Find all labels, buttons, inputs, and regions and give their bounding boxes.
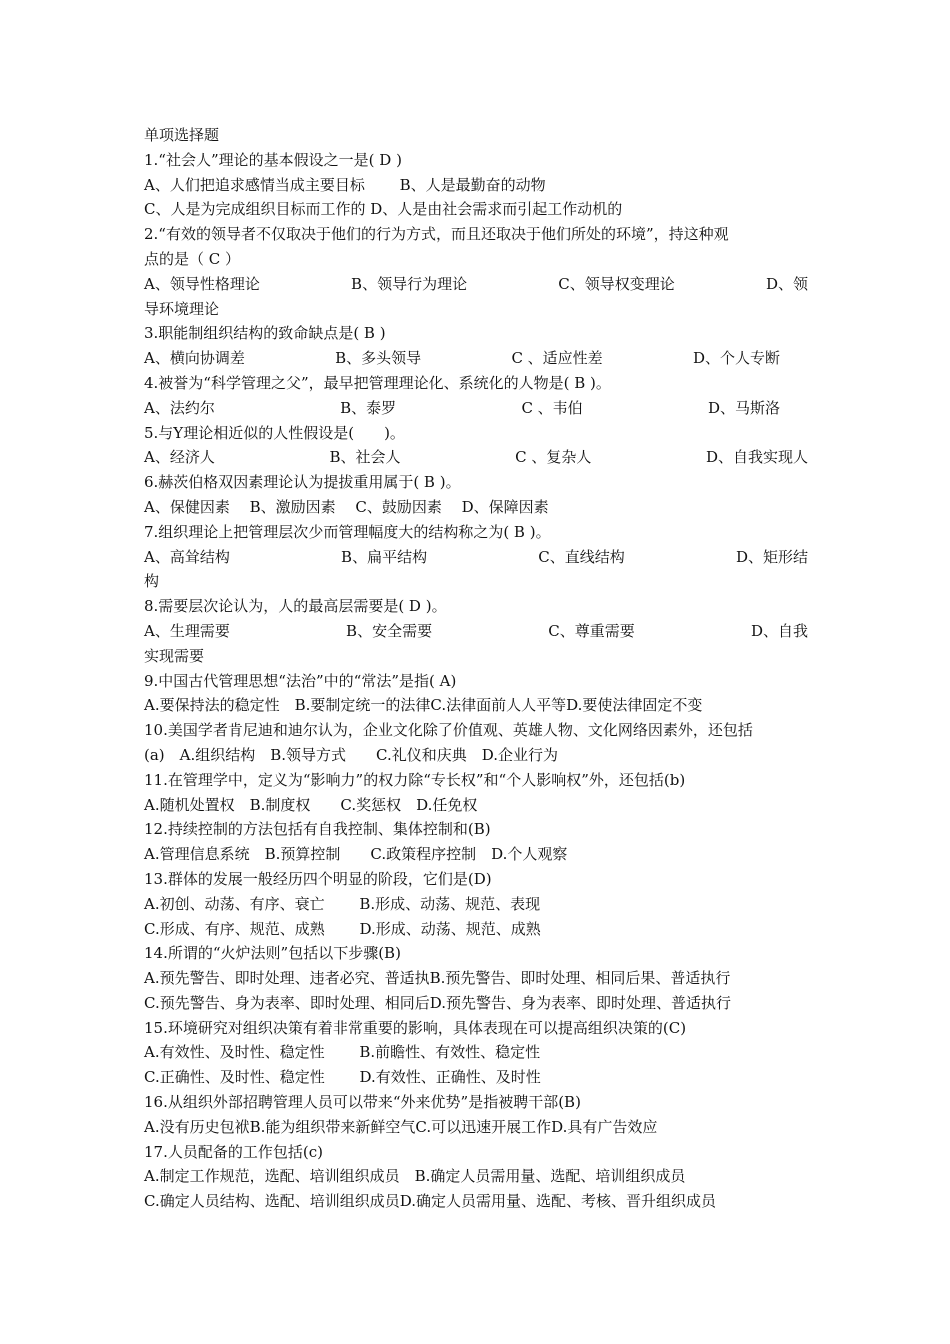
q12-options: A.管理信息系统 B.预算控制 C.政策程序控制 D.个人观察 xyxy=(144,845,568,864)
q7-options xyxy=(144,545,808,570)
q8-option-a: A、生理需要 xyxy=(144,621,230,640)
q16-options: A.没有历史包袱B.能为组织带来新鲜空气C.可以迅速开展工作D.具有广告效应 xyxy=(144,1117,658,1136)
q4-stem: 4.被誉为“科学管理之父”，最早把管理理论化、系统化的人物是( B )。 xyxy=(144,373,611,392)
q5-option-c: C 、复杂人 xyxy=(515,448,592,467)
q9-stem: 9.中国古代管理思想“法治”中的“常法”是指( A) xyxy=(144,671,457,690)
q10-stem-1: 10.美国学者肯尼迪和迪尔认为，企业文化除了价值观、英雄人物、文化网络因素外，还包括 xyxy=(144,721,753,740)
q1-options-1: A、人们把追求感情当成主要目标 B、人是最勤奋的动物 xyxy=(144,175,546,194)
q8-option-c: C、尊重需要 xyxy=(548,621,635,640)
q3-option-a: A、横向协调差 xyxy=(144,349,245,368)
q4-option-b: B、泰罗 xyxy=(340,398,397,417)
q4-option-c: C 、韦伯 xyxy=(521,398,583,417)
q2-options xyxy=(144,272,808,297)
q7-option-b: B、扁平结构 xyxy=(341,547,428,566)
q3-options xyxy=(144,346,808,371)
q6-options: A、保健因素 B、激励因素 C、鼓励因素 D、保障因素 xyxy=(144,497,549,516)
q8-options xyxy=(144,619,808,644)
q1-stem: 1.“社会人”理论的基本假设之一是( D ) xyxy=(144,150,402,169)
q2-stem-2: 点的是（ C ） xyxy=(144,249,241,268)
q4-option-d: D、马斯洛 xyxy=(707,398,780,417)
q3-option-c: C 、适应性差 xyxy=(511,349,603,368)
q3-stem: 3.职能制组织结构的致命缺点是( B ) xyxy=(144,324,386,343)
q2-stem-1: 2.“有效的领导者不仅取决于他们的行为方式，而且还取决于他们所处的环境”，持这种观 xyxy=(144,225,729,244)
q14-options-2: C.预先警告、身为表率、即时处理、相同后D.预先警告、身为表率、即时处理、普适执行 xyxy=(144,993,731,1012)
q9-options: A.要保持法的稳定性 B.要制定统一的法律C.法律面前人人平等D.要使法律固定不变 xyxy=(144,696,703,715)
q2-option-d: D、领 xyxy=(765,274,808,293)
q17-options-1: A.制定工作规范，选配、培训组织成员 B.确定人员需用量、选配、培训组织成员 xyxy=(144,1167,686,1186)
q1-options-2: C、人是为完成组织目标而工作的 D、人是由社会需求而引起工作动机的 xyxy=(144,200,623,219)
q5-option-a: A、经济人 xyxy=(144,448,215,467)
q14-stem: 14.所谓的“火炉法则”包括以下步骤(B) xyxy=(144,944,401,963)
q13-options-2: C.形成、有序、规范、成熟 D.形成、动荡、规范、成熟 xyxy=(144,919,541,938)
q13-stem: 13.群体的发展一般经历四个明显的阶段，它们是(D) xyxy=(144,869,492,888)
q8-option-d: D、自我 xyxy=(750,621,808,640)
q2-option-c: C、领导权变理论 xyxy=(558,274,675,293)
q2-option-b: B、领导行为理论 xyxy=(351,274,468,293)
q13-options-1: A.初创、动荡、有序、衰亡 B.形成、动荡、规范、表现 xyxy=(144,894,541,913)
q15-stem: 15.环境研究对组织决策有着非常重要的影响，具体表现在可以提高组织决策的(C) xyxy=(144,1018,687,1037)
q3-option-d: D、个人专断 xyxy=(692,349,780,368)
q7-option-d: D、矩形结 xyxy=(735,547,808,566)
q5-stem: 5.与Y理论相近似的人性假设是( )。 xyxy=(144,423,405,442)
q4-option-a: A、法约尔 xyxy=(144,398,215,417)
q15-options-2: C.正确性、及时性、稳定性 D.有效性、正确性、及时性 xyxy=(144,1068,541,1087)
q11-options: A.随机处置权 B.制度权 C.奖惩权 D.任免权 xyxy=(144,795,478,814)
q12-stem: 12.持续控制的方法包括有自我控制、集体控制和(B) xyxy=(144,820,491,839)
q7-options-tail: 构 xyxy=(144,572,160,591)
q7-option-a: A、高耸结构 xyxy=(144,547,230,566)
q17-stem: 17.人员配备的工作包括(c) xyxy=(144,1142,323,1161)
q5-options xyxy=(144,445,808,470)
q3-option-b: B、多头领导 xyxy=(335,349,422,368)
q6-stem: 6.赫茨伯格双因素理论认为提拔重用属于( B )。 xyxy=(144,473,461,492)
q8-stem: 8.需要层次论认为，人的最高层需要是( D )。 xyxy=(144,597,447,616)
q7-option-c: C、直线结构 xyxy=(538,547,625,566)
q17-options-2: C.确定人员结构、选配、培训组织成员D.确定人员需用量、选配、考核、晋升组织成员 xyxy=(144,1192,716,1211)
q4-options xyxy=(144,396,808,421)
q5-option-b: B、社会人 xyxy=(329,448,401,467)
q2-options-tail: 导环境理论 xyxy=(144,299,220,318)
q7-stem: 7.组织理论上把管理层次少而管理幅度大的结构称之为( B )。 xyxy=(144,522,551,541)
q16-stem: 16.从组织外部招聘管理人员可以带来“外来优势”是指被聘干部(B) xyxy=(144,1093,581,1112)
q15-options-1: A.有效性、及时性、稳定性 B.前瞻性、有效性、稳定性 xyxy=(144,1043,541,1062)
q5-option-d: D、自我实现人 xyxy=(705,448,808,467)
q10-stem-2: (a) A.组织结构 B.领导方式 C.礼仪和庆典 D.企业行为 xyxy=(144,745,559,764)
q8-options-tail: 实现需要 xyxy=(144,646,205,665)
q14-options-1: A.预先警告、即时处理、违者必究、普适执B.预先警告、即时处理、相同后果、普适执行 xyxy=(144,969,731,988)
q8-option-b: B、安全需要 xyxy=(346,621,433,640)
section-title: 单项选择题 xyxy=(144,126,220,144)
document-page xyxy=(144,123,808,1214)
q11-stem: 11.在管理学中，定义为“影响力”的权力除“专长权”和“个人影响权”外，还包括(b) xyxy=(144,770,686,789)
q2-option-a: A、领导性格理论 xyxy=(144,274,260,293)
